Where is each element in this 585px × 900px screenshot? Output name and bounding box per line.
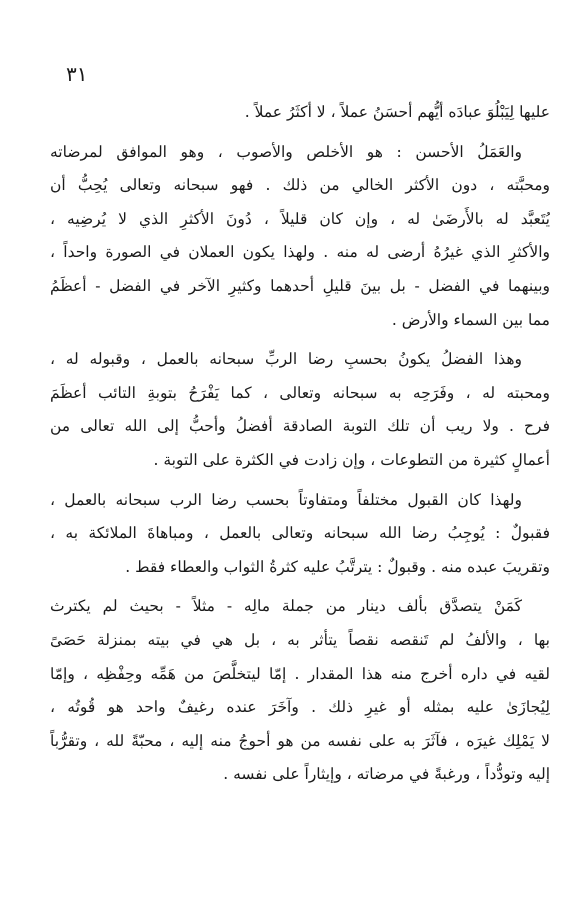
text-line: عليها لِيَبْلُوَ عبادَه أيُّهم أحسَنُ عملاً ، لا أكثَرُ عملاً . <box>244 103 550 121</box>
page-number: ٣١ <box>66 62 88 86</box>
text-line: يُتَعبَّد له بالأَرضَىٰ له ، وإن كان قليلاً ، دُونَ الأكثرِ الذي لا يُرضِيه ، <box>50 209 550 228</box>
text-line: فرح . ولا ريب أن تلك التوبة الصادقة أفضلُ وأحبُّ إلى الله تعالى من <box>50 417 550 436</box>
text-line: وهذا الفضلُ يكونُ بحسبِ رضا الربِّ سبحانه بالعمل ، وقبوله له ، <box>50 350 522 369</box>
text-line: فقبولٌ : يُوجِبُ رضا الله سبحانه وتعالى بالعمل ، ومباهاةَ الملائكة به ، <box>50 524 550 543</box>
text-line: كَمَنْ يتصدَّق بألف دينار من جملة مالِه - مثلاً - بحيث لم يكترث <box>50 597 522 616</box>
text-line: ولهذا كان القبول مختلفاً ومتفاوتاً بحسب رضا الرب سبحانه بالعمل ، <box>50 490 522 509</box>
text-line: والأكثرِ الذي غيرُهُ أرضى له منه . ولهذا يكون العملان في الصورة واحداً ، <box>50 243 550 262</box>
text-line: وتقريبَ عبده منه . وقبولٌ : يترتَّبُ عليه كثرةُ الثواب والعطاء فقط . <box>125 557 550 576</box>
text-line: بها ، والألفُ لم تَنقصه نقصاً يتأثر به ، بل هي في بيته بمنزلة حَصَىً <box>50 630 550 649</box>
text-line: لقيه في داره أخرج منه هذا المقدار . إمّا ليتخلَّصَ من هَمِّه وحِفْظِه ، وإمّا <box>50 664 550 683</box>
text-line: أعمالٍ كثيرة من التطوعات ، وإن زادت في الكثرة على التوبة . <box>153 450 550 469</box>
text-line: لِيُجازَىٰ عليه بمثله أو غيرِ ذلك . وآخَرَ عنده رغيفٌ واحد هو قُوتُه ، <box>50 698 550 717</box>
text-line: مما بين السماء والأرض . <box>391 310 550 329</box>
text-line: ومحبَّته ، دون الأكثر الخالي من ذلك . فهو سبحانه وتعالى يُحِبُّ أن <box>50 176 550 195</box>
text-line: إليه وتودُّداً ، ورغبةً في مرضاته ، وإيثاراً على نفسه . <box>223 765 550 784</box>
text-line: والعَمَلُ الأحسن : هو الأخلص والأصوب ، وهو الموافق لمرضاته <box>50 142 522 161</box>
text-line: وبينهما في الفضل - بل بينَ قليلِ أحدهما وكثيرِ الآخر في الفضل - أعظَمُ <box>50 276 550 295</box>
text-line: ومحبته له ، وفَرَحِه به سبحانه وتعالى ، كما يَفْرَحُ بتوبةِ التائب أعظَمَ <box>50 383 550 402</box>
body-text <box>50 96 550 792</box>
text-line: لا يَمْلِك غيرَه ، فآثَرَ به على نفسه من هو أحوجُ منه إليه ، محبّةً لله ، وتقرُّباً <box>50 731 550 750</box>
